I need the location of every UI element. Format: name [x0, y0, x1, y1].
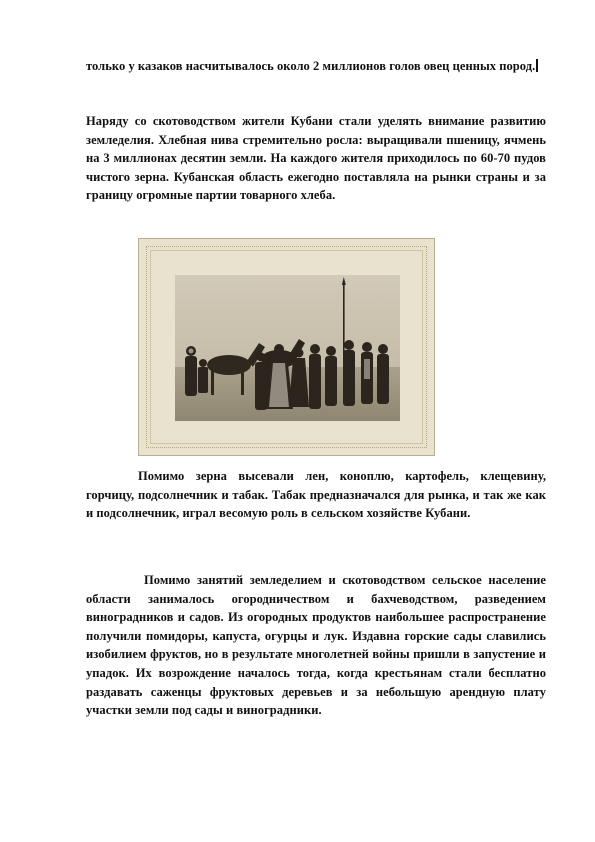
paragraph-text: только у казаков насчитывалось около 2 миллионов голов овец ценных пород. [86, 59, 536, 73]
paragraph-crops: Помимо зерна высевали лен, коноплю, картофель, клещевину, горчицу, подсолнечник и табак. Табак предназначался для рынка, и так же как и подсолнечник, играл весомую роль в сельском хозяйстве Кубани. [86, 469, 546, 521]
paragraph-agriculture: Наряду со скотоводством жители Кубани стали уделять внимание развитию земледелия. Хлебная нива стремительно росла: выращивали пшеницу, ячмень на 3 миллионах десятин земли. На каждого жителя приходилось по 60-70 пудов чистого зерна. Кубанская область ежегодно поставляла на рынки страны и за границу огромные партии товарного хлеба. [86, 114, 546, 203]
cossacks-photo-icon [139, 239, 436, 457]
paragraph-sheep-breeding [86, 57, 546, 76]
historical-photograph [138, 238, 435, 456]
text-cursor [536, 59, 538, 72]
paragraph-gardening: Помимо занятий земледелием и скотоводством сельское население области занималось огородничеством и бахчеводством, разведением виноградников и садов. Из огородных продуктов наибольшее распространение получили помидоры, капуста, огурцы и лук. Издавна горские сады славились изобилием фруктов, но в результате многолетней войны пришли в запустение и упадок. Их возрождение началось тогда, когда крестьянам стали бесплатно раздавать саженцы фруктовых деревьев и за небольшую арендную плату участки земли под сады и виноградники. [86, 573, 546, 718]
